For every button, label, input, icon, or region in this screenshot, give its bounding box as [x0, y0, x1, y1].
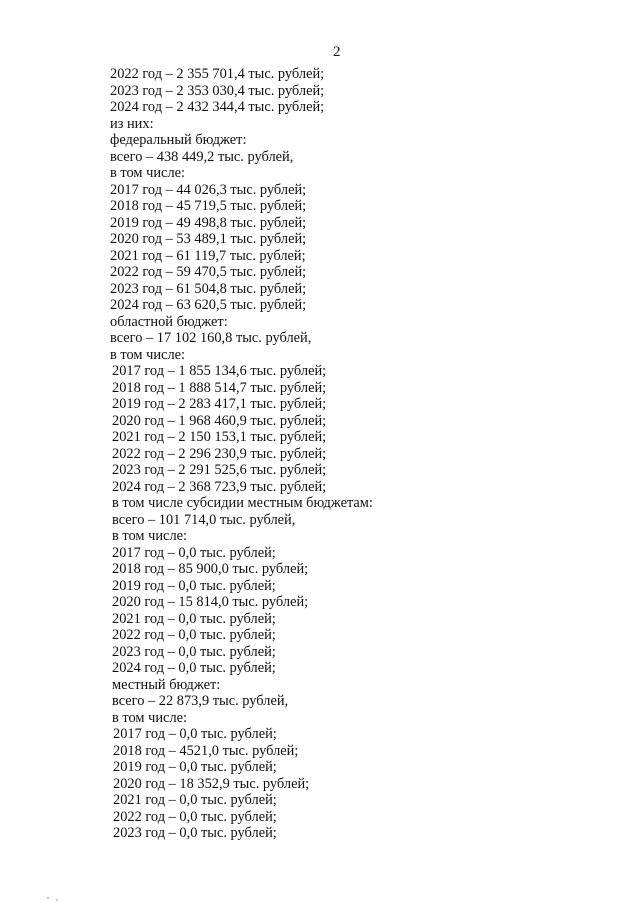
- text-line: всего – 438 449,2 тыс. рублей,: [110, 148, 294, 165]
- text-line: 2022 год – 0,0 тыс. рублей;: [112, 627, 276, 643]
- text-line: 2019 год – 0,0 тыс. рублей;: [112, 577, 276, 594]
- text-line: 2020 год – 15 814,0 тыс. рублей;: [112, 594, 309, 610]
- text-line: в том числе:: [112, 709, 188, 726]
- text-line: всего – 17 102 160,8 тыс. рублей,: [110, 330, 312, 346]
- text-line: 2022 год – 0,0 тыс. рублей;: [113, 808, 277, 825]
- text-line: 2024 год – 0,0 тыс. рублей;: [112, 660, 276, 676]
- page-number: 2: [333, 44, 341, 60]
- text-line: 2021 год – 0,0 тыс. рублей;: [113, 792, 277, 808]
- text-line: 2024 год – 2 368 723,9 тыс. рублей;: [112, 478, 327, 495]
- text-line: 2023 год – 61 504,8 тыс. рублей;: [110, 280, 307, 297]
- text-line: 2020 год – 18 352,9 тыс. рублей;: [113, 775, 310, 792]
- text-line: 2024 год – 63 620,5 тыс. рублей;: [110, 297, 307, 313]
- text-line: 2023 год – 2 291 525,6 тыс. рублей;: [112, 462, 327, 478]
- text-line: 2017 год – 0,0 тыс. рублей;: [113, 726, 277, 742]
- text-line: в том числе:: [112, 528, 188, 544]
- text-line: 2022 год – 2 296 230,9 тыс. рублей;: [112, 445, 327, 462]
- text-line: 2018 год – 85 900,0 тыс. рублей;: [112, 561, 309, 577]
- text-line: 2019 год – 49 498,8 тыс. рублей;: [110, 214, 307, 231]
- text-line: в том числе субсидии местным бюджетам:: [112, 495, 373, 511]
- scan-speck: [47, 897, 49, 899]
- text-line: федеральный бюджет:: [110, 132, 247, 148]
- text-line: 2017 год – 44 026,3 тыс. рублей;: [110, 181, 307, 198]
- text-line: 2022 год – 59 470,5 тыс. рублей;: [110, 264, 307, 280]
- text-line: 2020 год – 1 968 460,9 тыс. рублей;: [112, 412, 327, 429]
- text-line: 2018 год – 45 719,5 тыс. рублей;: [110, 198, 307, 214]
- text-line: 2023 год – 2 353 030,4 тыс. рублей;: [110, 82, 325, 99]
- text-line: 2023 год – 0,0 тыс. рублей;: [112, 643, 276, 660]
- text-line: областной бюджет:: [110, 313, 228, 330]
- text-line: 2017 год – 1 855 134,6 тыс. рублей;: [112, 363, 327, 379]
- text-line: из них:: [110, 115, 154, 132]
- scan-speck: [56, 899, 58, 901]
- text-line: 2018 год – 4521,0 тыс. рублей;: [113, 742, 299, 759]
- text-line: в том числе:: [110, 346, 186, 363]
- text-line: 2021 год – 2 150 153,1 тыс. рублей;: [112, 429, 327, 445]
- text-line: в том числе:: [110, 165, 186, 181]
- text-line: 2024 год – 2 432 344,4 тыс. рублей;: [110, 99, 325, 115]
- text-line: местный бюджет:: [112, 676, 221, 693]
- budget-text-block: [110, 66, 373, 842]
- text-line: 2021 год – 0,0 тыс. рублей;: [112, 610, 276, 627]
- text-line: 2019 год – 0,0 тыс. рублей;: [113, 759, 277, 775]
- text-line: 2022 год – 2 355 701,4 тыс. рублей;: [110, 66, 325, 82]
- text-line: 2020 год – 53 489,1 тыс. рублей;: [110, 231, 307, 247]
- text-line: 2023 год – 0,0 тыс. рублей;: [113, 825, 277, 841]
- text-line: всего – 22 873,9 тыс. рублей,: [112, 693, 289, 709]
- text-line: 2019 год – 2 283 417,1 тыс. рублей;: [112, 396, 327, 412]
- text-line: 2021 год – 61 119,7 тыс. рублей;: [110, 247, 306, 264]
- text-line: 2018 год – 1 888 514,7 тыс. рублей;: [112, 379, 327, 396]
- text-line: 2017 год – 0,0 тыс. рублей;: [112, 544, 276, 561]
- text-line: всего – 101 714,0 тыс. рублей,: [112, 511, 296, 528]
